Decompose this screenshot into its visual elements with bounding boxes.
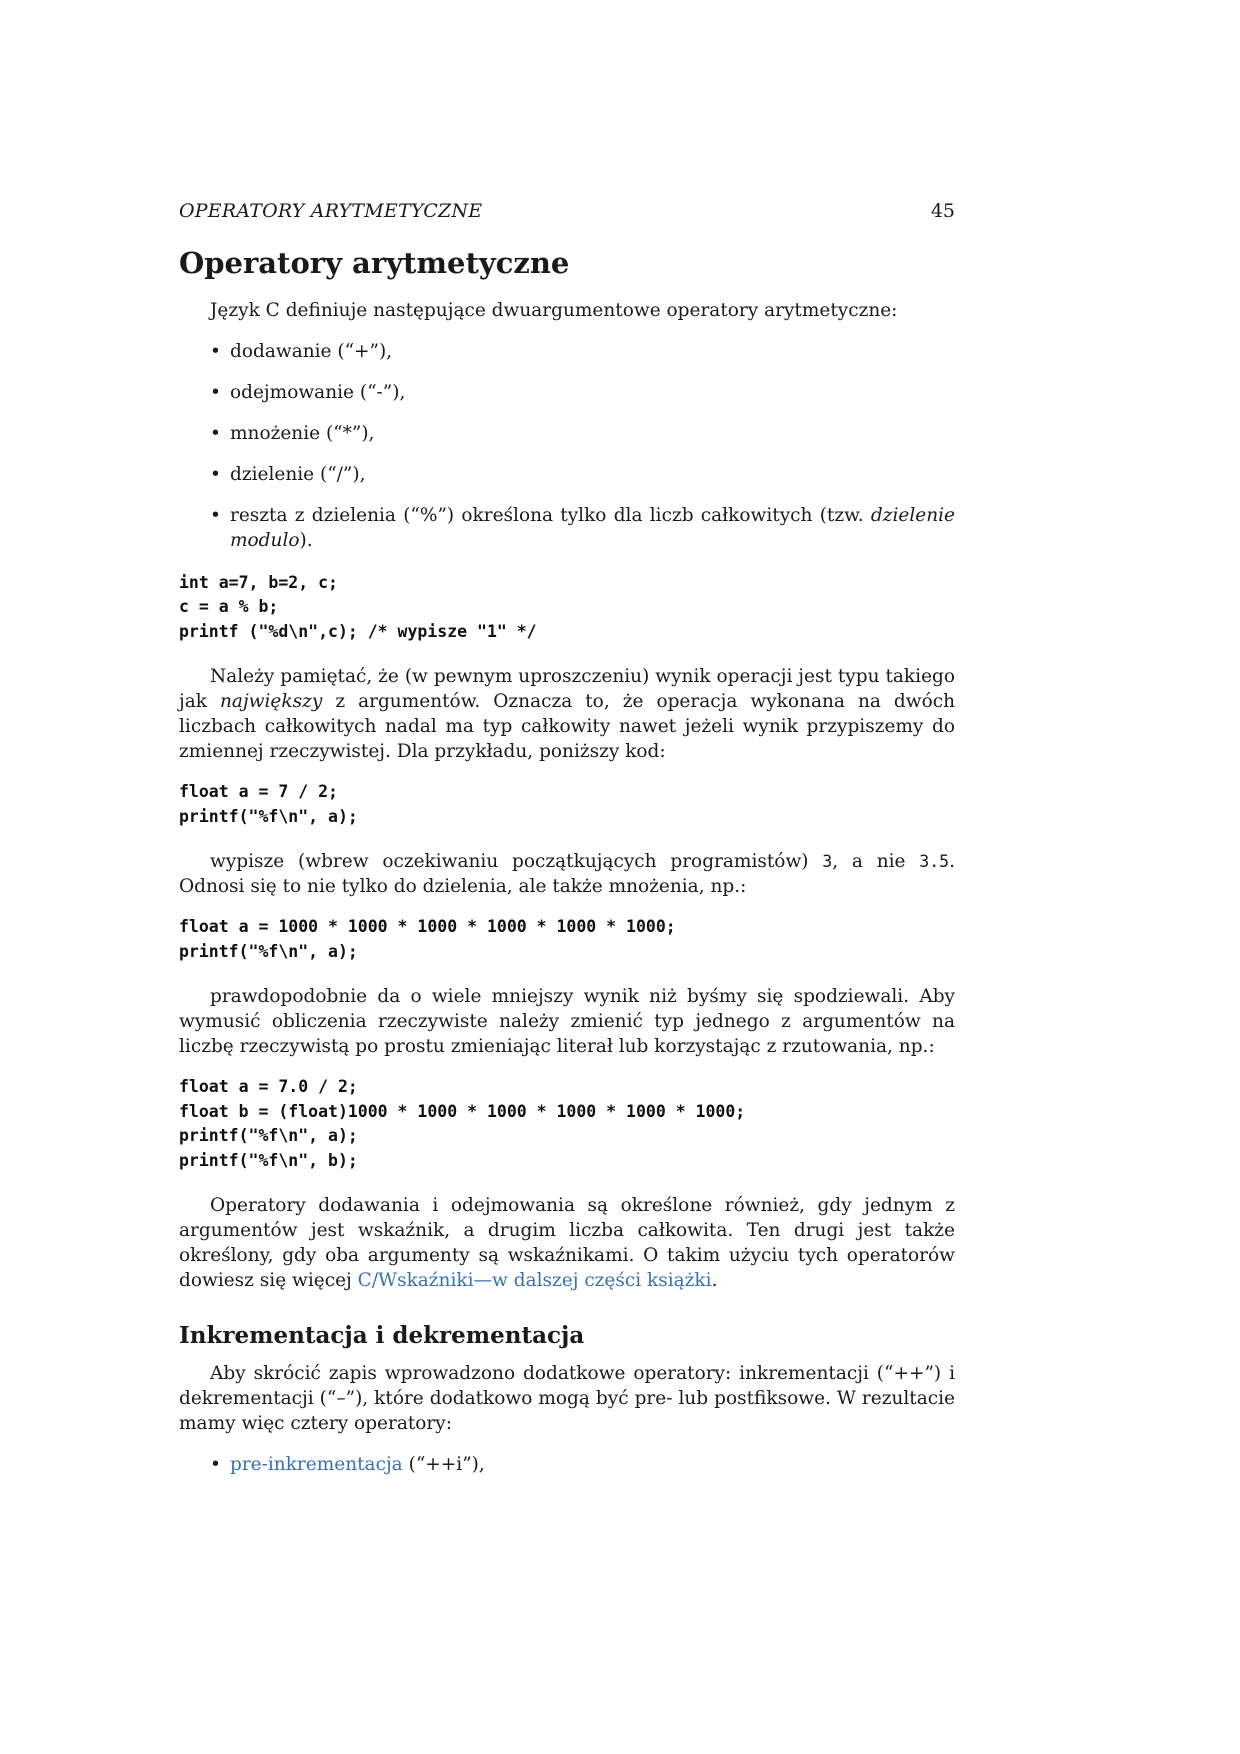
paragraph-text: . [711,1270,718,1292]
increment-operator-list [179,1452,955,1477]
paragraph: prawdopodobnie da o wiele mniejszy wynik niż byśmy się spodziewali. Aby wymusić obliczenia rzeczywiste należy zmienić typ jednego z argumentów na liczbę rzeczywistą po prostu zmieniając literał lub korzystając z rzutowania, np.: [179,986,955,1058]
pre-increment-link[interactable]: pre-inkrementacja [230,1453,403,1475]
section-title: Operatory arytmetyczne [179,246,570,280]
pointers-link[interactable]: C/Wskaźniki—w dalszej części książki [357,1270,712,1292]
paragraph-text: Należy pamiętać, że (w pewnym uproszczeniu) wynik operacji jest typu takiego jak [179,666,955,713]
paragraph-text: wypisze (wbrew oczekiwaniu początkujących programistów) [210,851,823,873]
list-item [210,380,955,405]
emphasis-text: dzielenie modulo [230,504,955,551]
operator-list [179,339,955,553]
list-item-text: dodawanie (“+”), [230,340,393,362]
running-title: OPERATORY ARYTMETYCZNE [179,200,483,222]
list-item-text: dzielenie (“/”), [230,463,366,485]
list-item [210,1452,955,1477]
paragraph [179,664,955,764]
bullet-icon: • [210,381,221,403]
paragraph-text: , a nie [832,851,920,873]
paragraph [179,1193,955,1293]
list-item [210,421,955,446]
inline-code: 3 [822,852,833,872]
list-item-text: reszta z dzielenia (“%”) określona tylko dla liczb całkowitych (tzw. [230,504,871,526]
bullet-icon: • [210,340,221,362]
bullet-icon: • [210,422,221,444]
paragraph [179,849,955,899]
list-item-text: (“++i”), [402,1453,485,1475]
bullet-icon: • [210,463,221,485]
paragraph: Aby skrócić zapis wprowadzono dodatkowe operatory: inkrementacji (“++”) i dekrementacji (“–”), które dodatkowo mogą być pre- lub postfiksowe. W rezultacie mamy więc cztery operatory: [179,1362,955,1434]
intro-paragraph: Język C definiuje następujące dwuargumentowe operatory arytmetyczne: [210,299,898,321]
code-block: int a=7, b=2, c; c = a % b; printf ("%d\n",c); /* wypisze "1" */ [179,572,537,641]
bullet-icon: • [210,504,221,526]
subsection-title: Inkrementacja i dekrementacja [179,1322,585,1350]
code-block: float a = 7.0 / 2; float b = (float)1000 * 1000 * 1000 * 1000 * 1000 * 1000; printf("%f\n", a); printf("%f\n", b); [179,1077,746,1170]
code-block: float a = 1000 * 1000 * 1000 * 1000 * 1000 * 1000; printf("%f\n", a); [179,917,676,961]
paragraph-text: Operatory dodawania i odejmowania są określone również, gdy jednym z argumentów jest wskaźnik, a drugim liczba całkowita. Ten drugi jest także określony, gdy oba argumenty są wskaźnikami. O takim użyciu tych operatorów dowiesz się więcej [179,1195,955,1292]
list-item-text-end: ). [299,529,313,551]
emphasis-text: największy [220,691,323,713]
bullet-icon: • [210,1453,221,1475]
list-item [210,503,955,553]
paragraph-text: . Odnosi się to nie tylko do dzielenia, ale także mnożenia, np.: [179,851,955,898]
paragraph-text: z argumentów. Oznacza to, że operacja wykonana na dwóch liczbach całkowitych nadal ma typ całkowity nawet jeżeli wynik przypiszemy do zmiennej rzeczywistej. Dla przykładu, poniższy kod: [179,691,955,763]
page-number: 45 [930,200,955,222]
list-item-text: odejmowanie (“-”), [230,381,406,403]
inline-code: 3.5 [919,852,950,872]
list-item [210,339,955,364]
page [179,200,955,1495]
code-block: float a = 7 / 2; printf("%f\n", a); [179,782,358,826]
list-item-text: mnożenie (“*”), [230,422,375,444]
running-header [179,200,955,222]
list-item [210,462,955,487]
